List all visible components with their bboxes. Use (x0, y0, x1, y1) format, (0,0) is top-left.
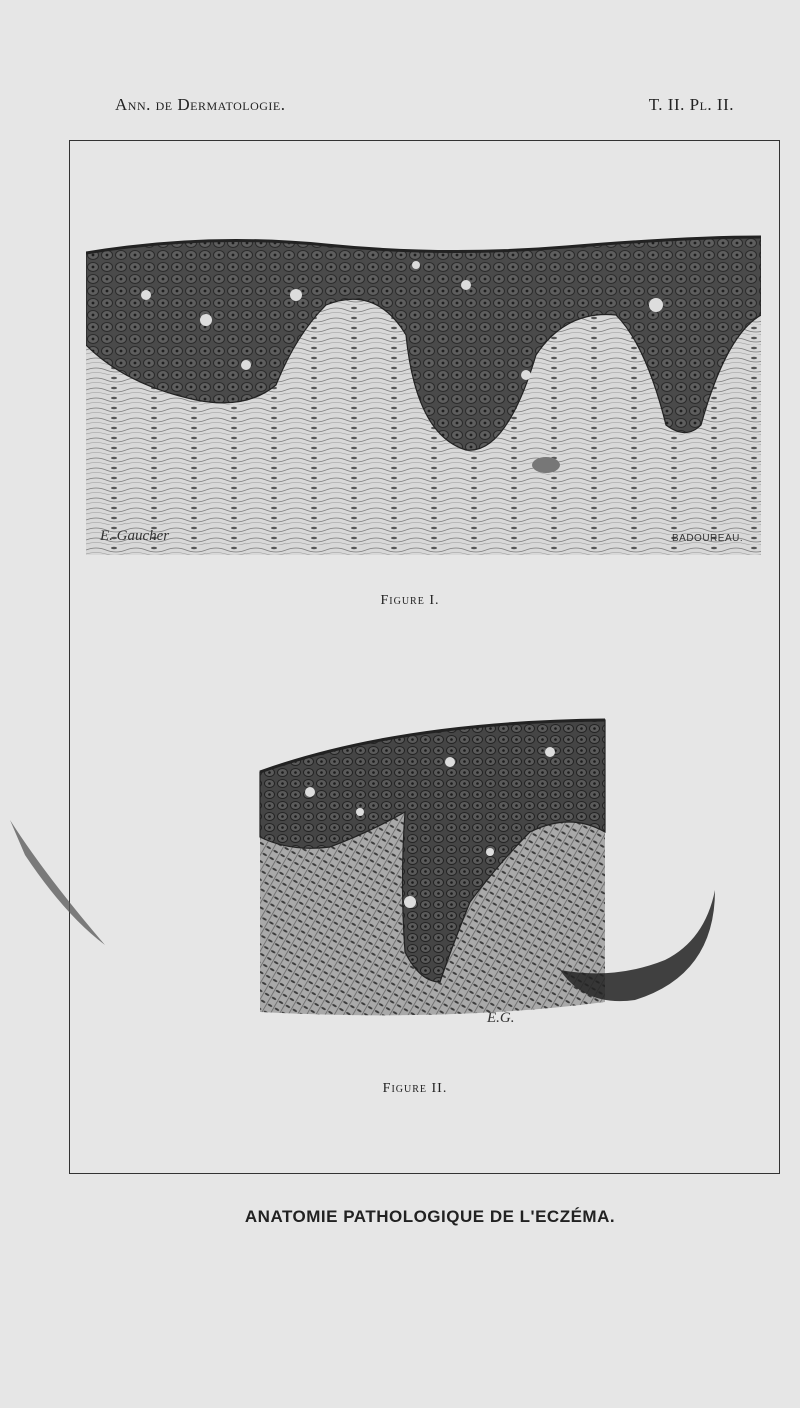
journal-title: Ann. de Dermatologie. (115, 95, 286, 114)
figure-2-caption: Figure II. (382, 1081, 448, 1096)
figure-1-signature-engraver: BADOUREAU. (672, 533, 744, 544)
figure-2-illustration (250, 712, 610, 1032)
figure-1-illustration (86, 225, 761, 555)
volume-plate-number: T. II. Pl. II. (648, 95, 734, 114)
figure-1-signature-artist: E. Gaucher (100, 528, 170, 544)
figure-1-caption: Figure I. (380, 593, 440, 608)
plate-title: ANATOMIE PATHOLOGIQUE DE L'ECZÉMA. (244, 1207, 616, 1226)
figure-2-signature: E.G. (487, 1010, 515, 1026)
